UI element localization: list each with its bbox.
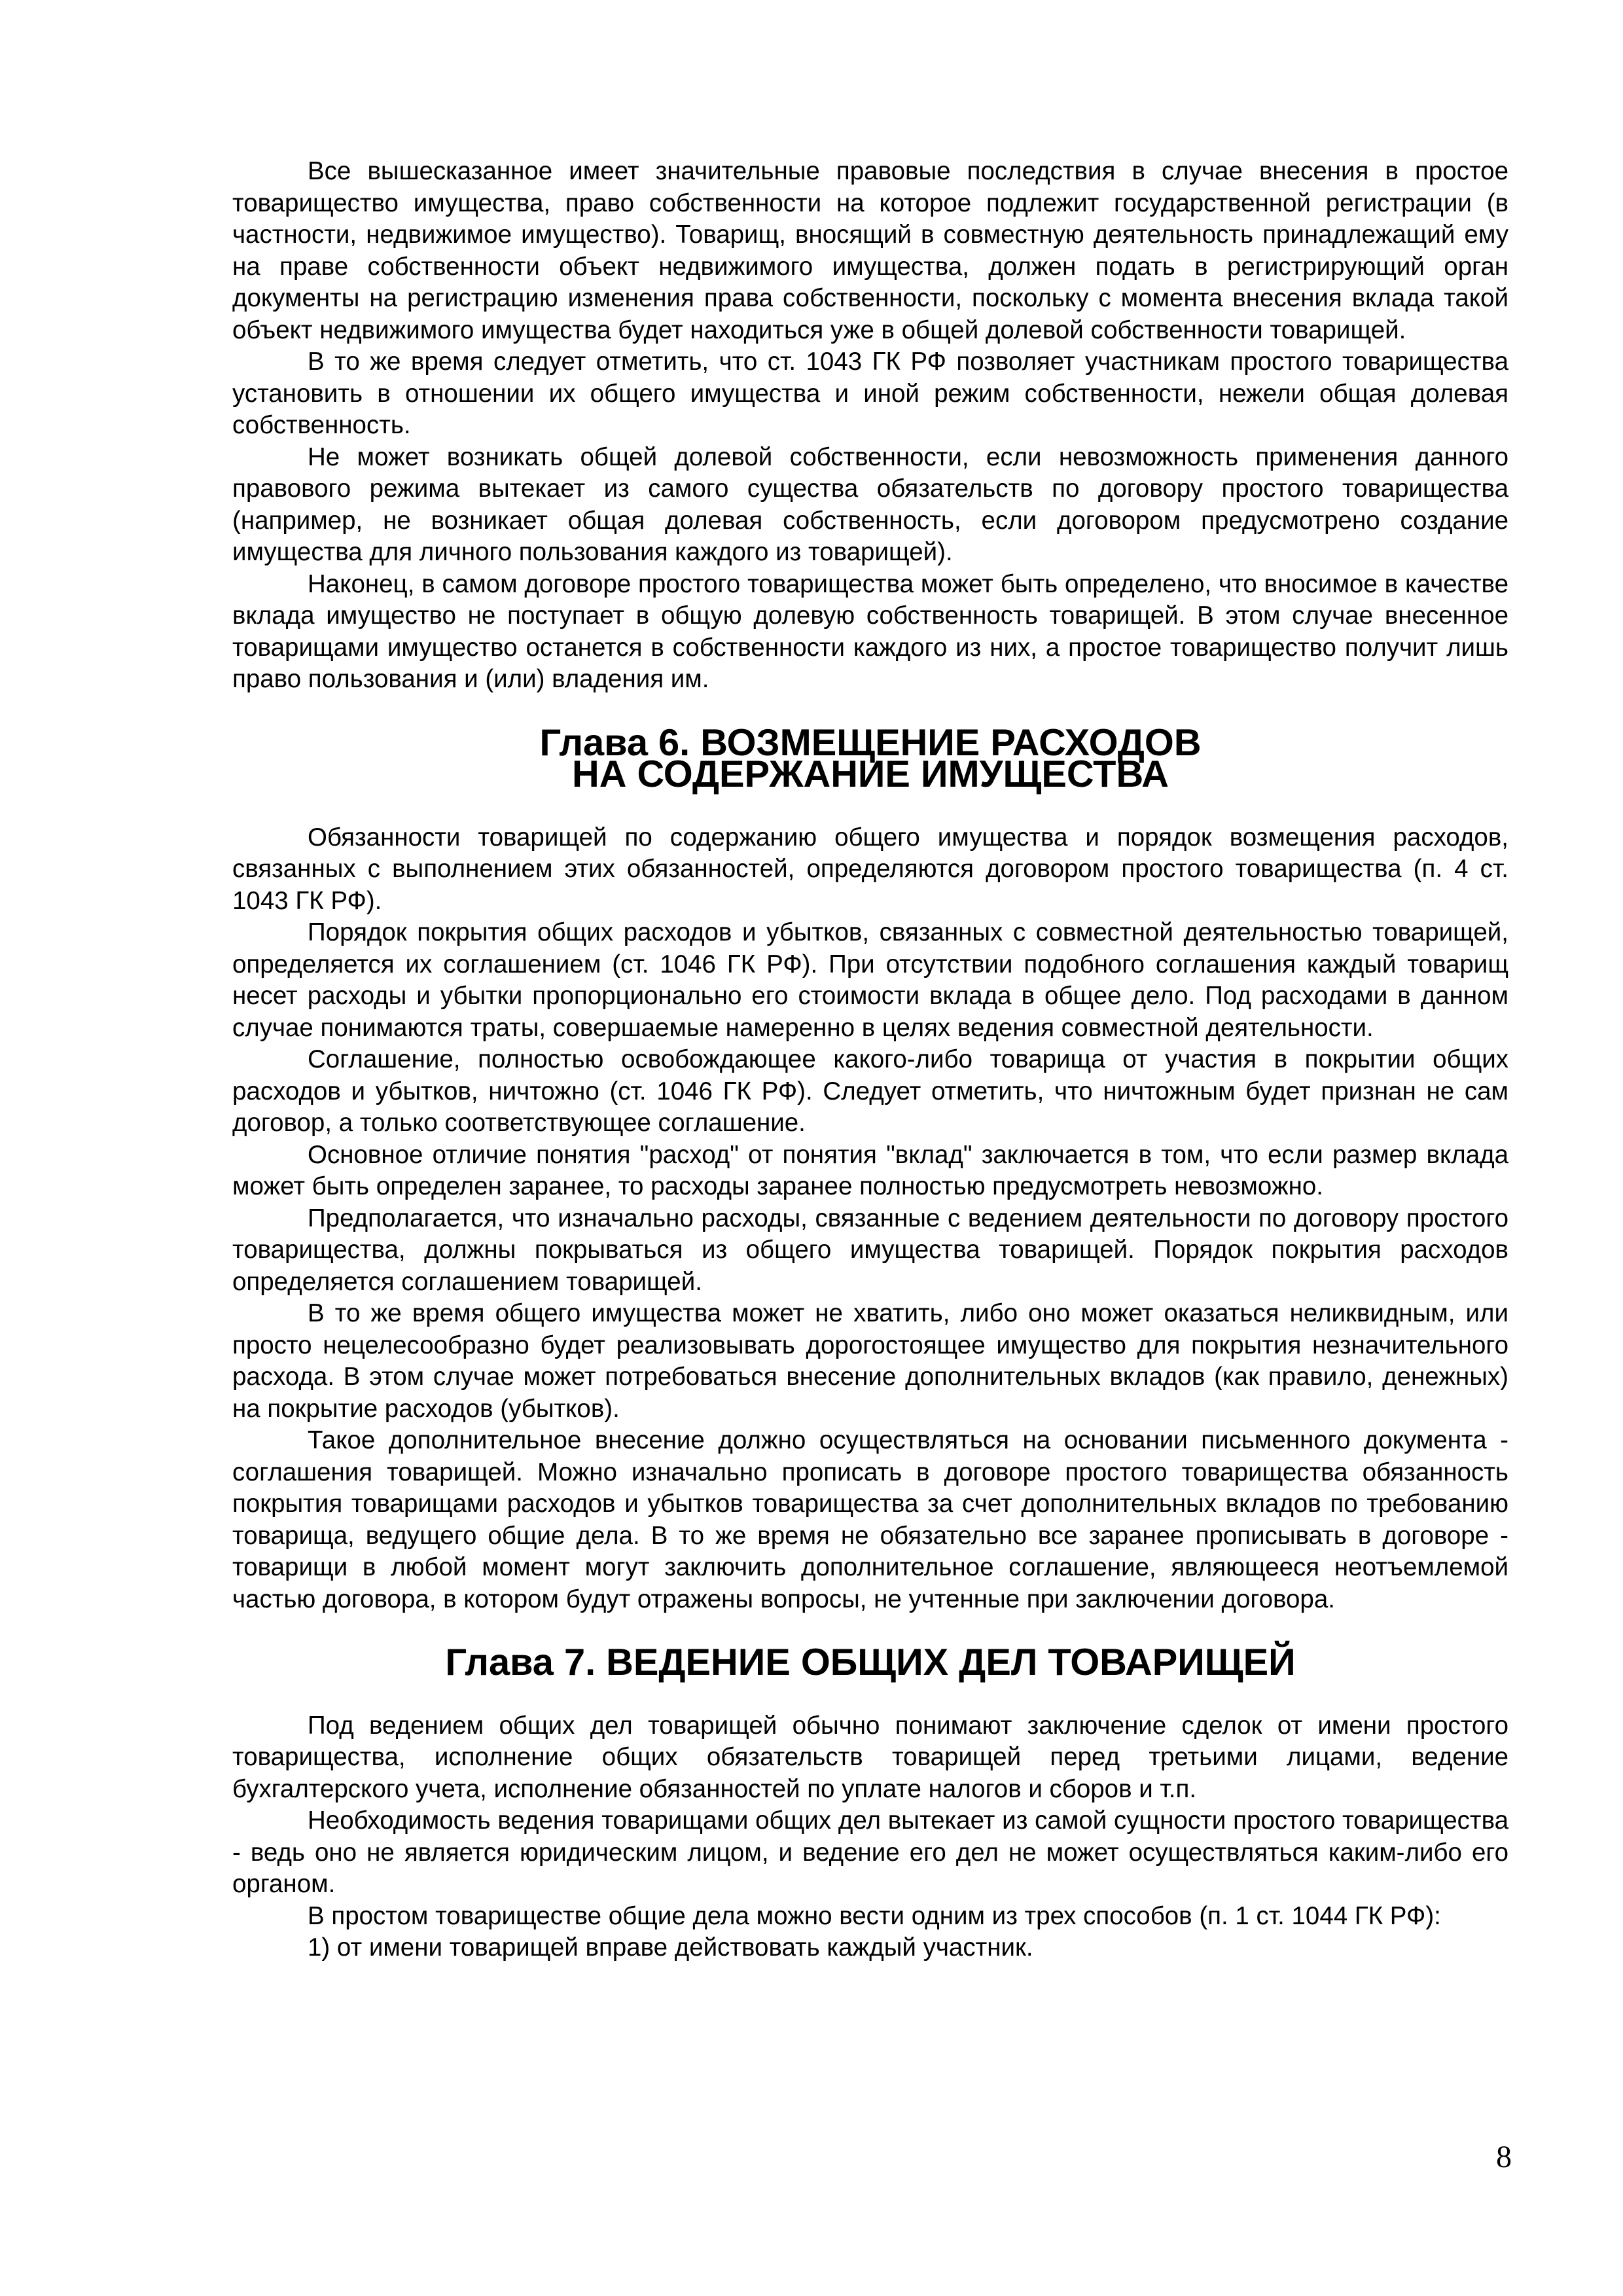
paragraph: В простом товариществе общие дела можно вести одним из трех способов (п. 1 ст. 1044 ГК РФ): [308, 1901, 1441, 1930]
paragraph: Под ведением общих дел товарищей обычно понимают заключение сделок от имени простого товарищества, исполнение общих обязательств товарищей перед третьими лицами, ведение бухгалтерского учета, исполнение обязанностей по уплате налогов и сборов и т.п. [232, 1711, 1508, 1803]
paragraph: Предполагается, что изначально расходы, связанные с ведением деятельности по договору простого товарищества, должны покрываться из общего имущества товарищей. Порядок покрытия расходов определяется соглашением товарищей. [232, 1204, 1508, 1296]
chapter-7-body [232, 1710, 1508, 1964]
paragraph: Такое дополнительное внесение должно осуществляться на основании письменного документа - соглашения товарищей. Можно изначально прописать в договоре простого товарищества обязанность покрытия товарищами расходов и убытков товарищества за счет дополнительных вкладов по требованию товарища, ведущего общие дела. В то же время не обязательно все заранее прописывать в договоре - товарищи в любой момент могут заключить дополнительное соглашение, являющееся неотъемлемой частью договора, в котором будут отражены вопросы, не учтенные при заключении договора. [232, 1426, 1508, 1613]
paragraph: В то же время общего имущества может не хватить, либо оно может оказаться неликвидным, или просто нецелесообразно будет реализовывать дорогостоящее имущество для покрытия незначительного расхода. В этом случае может потребоваться внесение дополнительных вкладов (как правило, денежных) на покрытие расходов (убытков). [232, 1299, 1508, 1423]
paragraph: 1) от имени товарищей вправе действовать каждый участник. [308, 1933, 1033, 1962]
chapter-7-title: Глава 7. ВЕДЕНИЕ ОБЩИХ ДЕЛ ТОВАРИЩЕЙ [445, 1641, 1296, 1683]
paragraph: Обязанности товарищей по содержанию общего имущества и порядок возмещения расходов, связанных с выполнением этих обязанностей, определяются договором простого товарищества (п. 4 ст. 1043 ГК РФ). [232, 823, 1508, 915]
paragraph: Соглашение, полностью освобождающее какого-либо товарища от участия в покрытии общих расходов и убытков, ничтожно (ст. 1046 ГК РФ). Следует отметить, что ничтожным будет признан не сам договор, а только соответствующее соглашение. [232, 1045, 1508, 1137]
paragraph: Основное отличие понятия "расход" от понятия "вклад" заключается в том, что если размер вклада может быть определен заранее, то расходы заранее полностью предусмотреть невозможно. [232, 1140, 1508, 1200]
paragraph: Порядок покрытия общих расходов и убытков, связанных с совместной деятельностью товарищей, определяется их соглашением (ст. 1046 ГК РФ). При отсутствии подобного соглашения каждый товарищ несет расходы и убытки пропорционально его стоимости вклада в общее дело. Под расходами в данном случае понимаются траты, совершаемые намеренно в целях ведения совместной деятельности. [232, 918, 1508, 1042]
intro-section [232, 156, 1508, 696]
paragraph: В то же время следует отметить, что ст. 1043 ГК РФ позволяет участникам простого товарищества установить в отношении их общего имущества и иной режим собственности, нежели общая долевая собственность. [232, 348, 1508, 439]
paragraph: Наконец, в самом договоре простого товарищества может быть определено, что вносимое в качестве вклада имущество не поступает в общую долевую собственность товарищей. В этом случае внесенное товарищами имущество останется в собственности каждого из них, а простое товарищество получит лишь право пользования и (или) владения им. [232, 569, 1508, 693]
document-page [232, 156, 1508, 1964]
paragraph: Все вышесказанное имеет значительные правовые последствия в случае внесения в простое товарищество имущества, право собственности на которое подлежит государственной регистрации (в частности, недвижимое имущество). Товарищ, вносящий в совместную деятельность принадлежащий ему на праве собственности объект недвижимого имущества, должен подать в регистрирующий орган документы на регистрацию изменения права собственности, поскольку с момента внесения вклада такой объект недвижимого имущества будет находиться уже в общей долевой собственности товарищей. [232, 157, 1508, 344]
chapter-6-title-line-2: НА СОДЕРЖАНИЕ ИМУЩЕСТВА [572, 753, 1169, 795]
paragraph: Необходимость ведения товарищами общих дел вытекает из самой сущности простого товарищества - ведь оно не является юридическим лицом, и ведение его дел не может осуществляться каким-либо его органом. [232, 1806, 1508, 1898]
paragraph: Не может возникать общей долевой собственности, если невозможность применения данного правового режима вытекает из самого существа обязательств по договору простого товарищества (например, не возникает общая долевая собственность, если договором предусмотрено создание имущества для личного пользования каждого из товарищей). [232, 442, 1508, 566]
chapter-6-body [232, 822, 1508, 1616]
chapter-6-title [232, 721, 1508, 795]
page-number: 8 [1496, 2140, 1512, 2174]
chapter-6-title-line-1: Глава 6. ВОЗМЕЩЕНИЕ РАСХОДОВ [539, 721, 1202, 764]
